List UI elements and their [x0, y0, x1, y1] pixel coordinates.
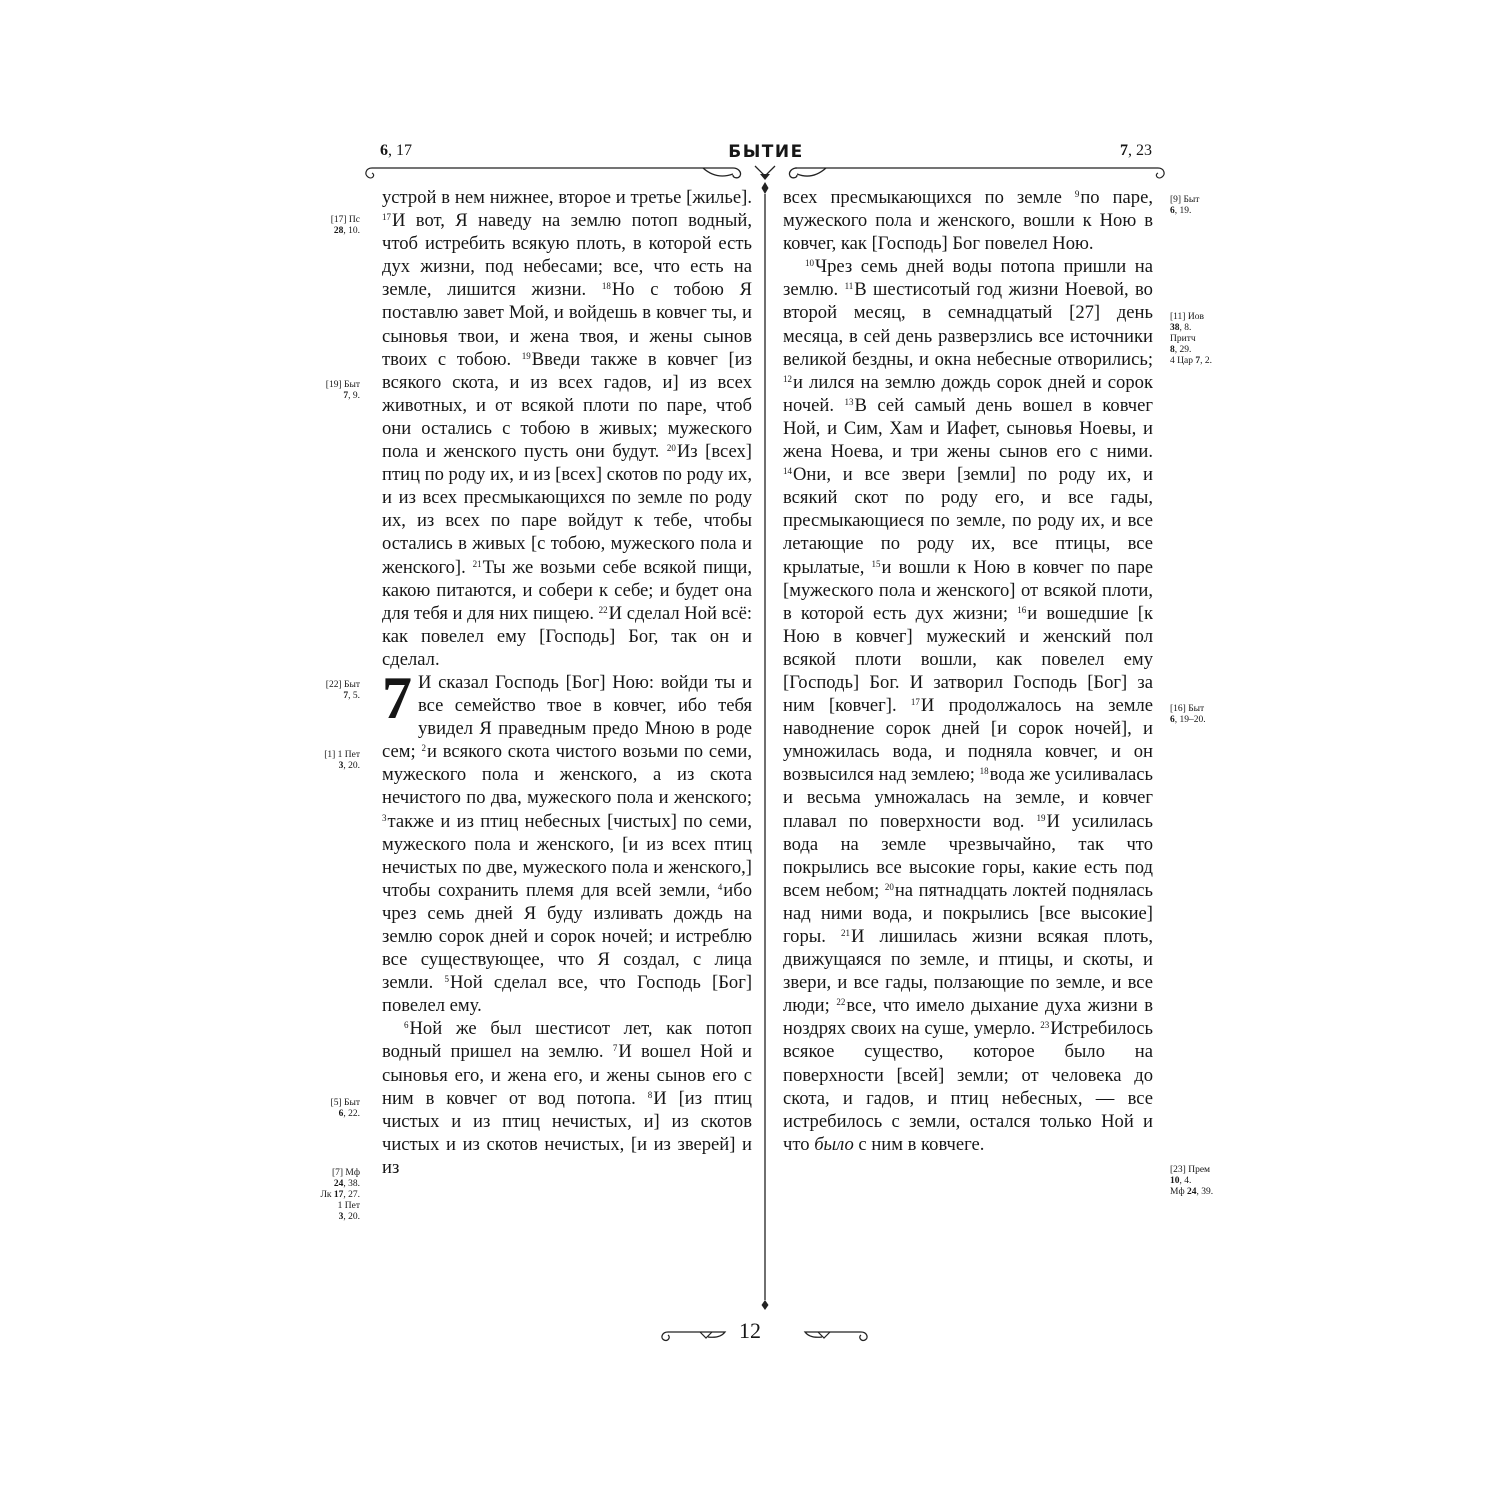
text-run: Ты же возьми себе всякой пищи, какою питаются, и собери к себе; и будет она для тебя и для них пищею.: [382, 556, 752, 624]
text-run: [16] Быт: [1170, 704, 1205, 714]
text-run: , 4.: [1179, 1176, 1192, 1186]
verse-number: 21: [472, 558, 482, 569]
text-run: вода же усиливалась и весьма умножалась на земле, и ковчег плавал по поверхности вод.: [783, 764, 1153, 832]
text-run: Притч: [1170, 334, 1196, 344]
chapter-opening-paragraph: [382, 664, 752, 1017]
reference-line: [1170, 312, 1230, 323]
text-run: 1 Пет: [337, 1201, 360, 1211]
reference-chapter: 3: [338, 1212, 344, 1222]
verse-number: 12: [783, 373, 792, 384]
reference-line: [1170, 1176, 1230, 1187]
verse-number: 7: [612, 1043, 618, 1054]
reference-line: [300, 761, 360, 772]
text-run: [23] Прем: [1170, 1165, 1211, 1175]
text-run: , 38.: [343, 1179, 360, 1189]
reference-line: [1170, 1187, 1230, 1198]
paragraph: [783, 255, 1153, 1156]
left-text-column: [382, 186, 752, 1306]
verse-number: 10: [805, 258, 814, 269]
paragraph: [783, 186, 1153, 255]
margin-reference: [300, 680, 360, 702]
text-run: , 10.: [343, 226, 360, 236]
reference-line: [300, 1109, 360, 1120]
reference-line: [300, 1190, 360, 1201]
verse-number: 16: [1017, 604, 1027, 615]
margin-reference: [300, 215, 360, 237]
header-right-chapter: 7: [1120, 142, 1128, 159]
header-right-verse: 23: [1136, 142, 1152, 159]
verse-number: 11: [844, 281, 854, 292]
header-right-reference: 7, 23: [1120, 142, 1152, 159]
text-run: И [из птиц чистых и из птиц нечистых, и] из скотов чистых и из скотов нечистых, [и из зверей] и из: [382, 1087, 752, 1178]
reference-line: [300, 750, 360, 761]
text-run: И лишилась жизни всякая плоть, движущаяся по земле, и птицы, и скоты, и звери, и все гады, ползающие по земле, и все люди;: [783, 926, 1153, 1017]
reference-chapter: 8: [1170, 345, 1175, 355]
text-run: и лился на землю дождь сорок дней и сорок ночей.: [783, 371, 1153, 416]
text-run: и вошедшие [к Ною в ковчег] мужеский и женский пол всякой плоти вошли, как повелел ему [Господь] Бог. И затворил Господь [Бог] за ним [ковчег].: [783, 602, 1153, 717]
margin-reference: [1170, 1165, 1230, 1198]
text-run: Ной же был шестисот лет, как потоп водный пришел на землю.: [382, 1018, 752, 1063]
reference-line: [300, 691, 360, 702]
text-run: И усилилась вода на земле чрезвычайно, так что покрылись все высокие горы, какие есть под всем небом;: [783, 810, 1153, 901]
book-title: БЫТИЕ: [728, 142, 804, 162]
reference-line: [300, 1168, 360, 1179]
reference-chapter: 38: [1170, 323, 1180, 333]
reference-line: [300, 1201, 360, 1212]
text-run: [17] Пс: [330, 215, 360, 225]
reference-line: [300, 391, 360, 402]
chapter-number-dropcap: 7: [382, 664, 412, 731]
text-run: Ной сделал все, что Господь [Бог] повелел ему.: [382, 972, 752, 1017]
text-run: 4 Цар: [1170, 356, 1196, 366]
verse-number: 17: [910, 697, 920, 708]
reference-line: [1170, 356, 1230, 367]
text-run: , 2.: [1200, 356, 1212, 366]
verse-number: 2: [421, 743, 426, 754]
text-run: Лк: [320, 1190, 334, 1200]
verse-number: 13: [844, 396, 854, 407]
text-run: , 29.: [1174, 345, 1192, 355]
text-run: , 39.: [1196, 1187, 1214, 1197]
reference-line: [300, 1179, 360, 1190]
text-run: Истребилось всякое существо, которое было на поверхности [всей] земли; от человека до скота, и гадов, и птиц небесных, — все истребилось с земли, остался только Ной и что: [783, 1018, 1153, 1155]
reference-line: [1170, 704, 1230, 715]
reference-line: [300, 1098, 360, 1109]
margin-reference: [300, 1168, 360, 1223]
text-run: [5] Быт: [330, 1098, 360, 1108]
verse-number: 20: [666, 443, 676, 454]
text-run: все, что имело дыхание духа жизни в ноздрях своих на суше, умерло.: [783, 995, 1153, 1040]
margin-reference: [1170, 312, 1230, 367]
text-run: ибо чрез семь дней Я буду изливать дождь на землю сорок дней и сорок ночей; и истреблю все существующее, что Я создал, с лица земли.: [382, 879, 752, 994]
paragraph: [382, 186, 752, 671]
verse-number: 21: [840, 928, 850, 938]
text-run: всех пресмыкающихся по земле: [783, 187, 1075, 208]
reference-line: [300, 1212, 360, 1223]
verse-number: 3: [382, 812, 387, 823]
reference-chapter: 7: [1195, 356, 1201, 366]
right-text-column: [783, 186, 1153, 1306]
text-run: и вошли к Ною в ковчег по паре [мужеского пола и женского] от всякой плоти, в которой есть дух жизни;: [783, 556, 1153, 624]
text-run: И вот, Я наведу на землю потоп водный, чтоб истребить всякую плоть, в которой есть дух жизни, под небесами; все, что есть на земле, лишится жизни.: [382, 210, 752, 301]
text-run: , 5.: [348, 691, 360, 701]
verse-number: 4: [717, 881, 723, 892]
text-run: устрой в нем нижнее, второе и третье [жилье].: [382, 187, 752, 208]
reference-chapter: 6: [1170, 715, 1175, 725]
reference-chapter: 6: [1170, 206, 1175, 216]
reference-chapter: 7: [343, 691, 349, 701]
verse-number: 19: [521, 350, 531, 361]
text-run: И сказал Господь [Бог] Ною: войди ты и все семейство твое в ковчег, ибо тебя увидел Я праведным предо Мною в роде сем;: [382, 671, 752, 763]
reference-line: [300, 380, 360, 391]
italic-text: было: [814, 1133, 854, 1155]
verse-number: 22: [836, 997, 846, 1008]
text-run: [22] Быт: [325, 680, 360, 690]
text-run: , 22.: [343, 1109, 360, 1119]
verse-number: 15: [871, 558, 881, 569]
page-number: 12: [739, 1318, 761, 1343]
text-run: В сей самый день вошел в ковчег Ной, и Сим, Хам и Иафет, сыновья Ноевы, и жена Ноева, и три жены сынов его с ними.: [783, 394, 1153, 463]
reference-line: [1170, 345, 1230, 356]
paragraph: [382, 1017, 752, 1179]
reference-line: [1170, 334, 1230, 345]
margin-reference: [1170, 195, 1230, 217]
text-run: Мф: [1170, 1187, 1187, 1197]
verse-number: 9: [1074, 189, 1080, 199]
header-left-reference: 6, 17: [380, 142, 412, 159]
text-run: , 19.: [1174, 206, 1192, 216]
reference-chapter: 10: [1170, 1176, 1180, 1186]
verse-number: 22: [598, 604, 608, 615]
verse-number: 6: [404, 1020, 409, 1031]
header-left-chapter: 6: [380, 142, 388, 159]
text-run: [7] Мф: [331, 1168, 360, 1178]
text-run: [9] Быт: [1170, 195, 1200, 205]
text-run: , 9.: [348, 391, 360, 401]
text-run: [11] Иов: [1170, 312, 1204, 322]
verse-number: 5: [444, 974, 449, 985]
text-run: И продолжалось на земле наводнение сорок дней [и сорок ночей], и умножилась вода, и подняла ковчег, и он возвысился над землею;: [783, 695, 1153, 786]
reference-chapter: 7: [343, 391, 349, 401]
verse-number: 19: [1036, 812, 1046, 823]
verse-number: 17: [382, 212, 391, 223]
margin-reference: [300, 750, 360, 772]
text-run: также и из птиц небесных [чистых] по семи, мужеского пола и женского, [и из всех птиц нечистых по две, мужеского пола и женского,] чтобы сохранить племя для всей земли,: [382, 810, 752, 901]
text-run: , 19–20.: [1174, 715, 1206, 725]
text-run: Из [всех] птиц по роду их, и из [всех] скотов по роду их, и из всех пресмыкающихся по земле по роду их, из всех по паре войдут к тебе, чтобы остались в живых [с тобою, мужеского пола и женского].: [382, 441, 752, 578]
text-run: [19] Быт: [325, 380, 360, 390]
text-run: по паре, мужеского пола и женского, вошли к Ною в ковчег, как [Господь] Бог повелел Ною.: [783, 187, 1153, 255]
reference-line: [300, 215, 360, 226]
text-run: на пятнадцать локтей поднялась над ними вода, и покрылись [все высокие] горы.: [783, 879, 1153, 947]
text-run: И сделал Ной всё: как повелел ему [Господь] Бог, так он и сделал.: [382, 602, 752, 670]
reference-line: [300, 680, 360, 691]
verse-number: 23: [1040, 1020, 1050, 1031]
reference-chapter: 17: [333, 1190, 344, 1200]
text-run: В шестисотый год жизни Ноевой, во второй месяц, в семнадцатый [27] день месяца, в сей день разверзлись все источники великой бездны, и окна небесные отворились;: [783, 279, 1153, 370]
reference-line: [300, 226, 360, 237]
text-run: Введи также в ковчег [из всякого скота, и из всех гадов, и] из всех животных, и от всякой плоти по паре, чтоб они остались с тобою в живых; мужеского пола и женского пусть они будут.: [382, 348, 752, 463]
verse-number: 14: [783, 466, 792, 477]
reference-chapter: 24: [1186, 1187, 1197, 1197]
text-run: Они, и все звери [земли] по роду их, и всякий скот по роду его, и все гады, пресмыкающиеся по земле, по роду их, и все летающие по роду их, все птицы, все крылатые,: [783, 464, 1153, 578]
reference-line: [1170, 323, 1230, 334]
text-run: с ним в ковчеге.: [853, 1133, 985, 1155]
reference-line: [1170, 1165, 1230, 1176]
text-run: Но с тобою Я поставлю завет Мой, и войдешь в ковчег ты, и сыновья твои, и жена твоя, и жены сынов твоих с тобою.: [382, 279, 752, 370]
verse-number: 20: [884, 881, 894, 892]
text-run: [1] 1 Пет: [324, 750, 360, 760]
reference-line: [1170, 206, 1230, 217]
reference-chapter: 24: [333, 1179, 344, 1189]
margin-reference: [300, 380, 360, 402]
text-run: Чрез семь дней воды потопа пришли на землю.: [783, 256, 1153, 301]
reference-line: [1170, 715, 1230, 726]
text-run: , 20.: [343, 761, 360, 771]
margin-reference: [300, 1098, 360, 1120]
text-run: , 8.: [1179, 323, 1192, 333]
reference-chapter: 6: [338, 1109, 344, 1119]
reference-chapter: 3: [338, 761, 344, 771]
verse-number: 18: [601, 281, 611, 292]
text-run: , 20.: [343, 1212, 360, 1222]
header-left-verse: 17: [396, 142, 412, 159]
reference-chapter: 28: [333, 226, 344, 236]
text-run: и всякого скота чистого возьми по семи, мужеского пола и женского, а из скота нечистого по два, мужеского пола и женского;: [382, 741, 752, 809]
column-divider: [760, 182, 770, 1312]
verse-number: 18: [979, 766, 989, 777]
verse-number: 8: [647, 1089, 653, 1100]
margin-reference: [1170, 704, 1230, 726]
text-run: , 27.: [343, 1190, 360, 1200]
reference-line: [1170, 195, 1230, 206]
text-run: И вошел Ной и сыновья его, и жена его, и жены сынов его с ним в ковчег от вод потопа.: [382, 1041, 752, 1109]
